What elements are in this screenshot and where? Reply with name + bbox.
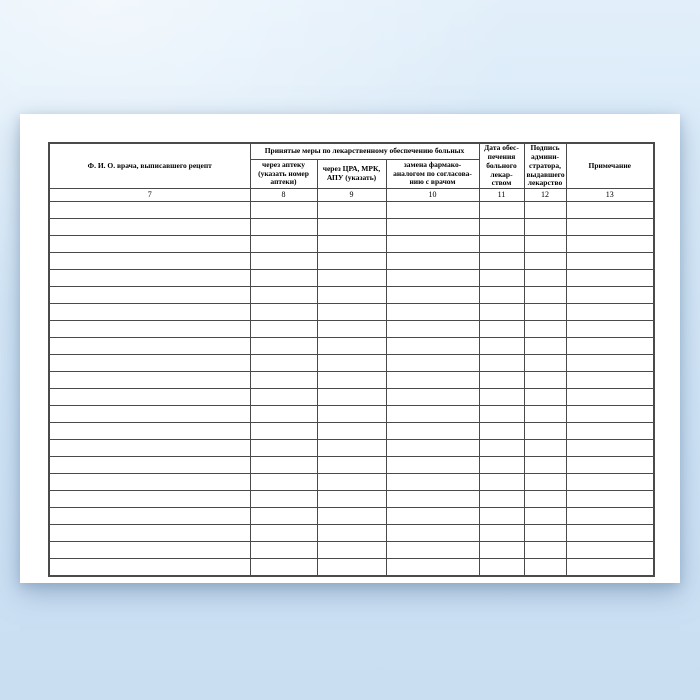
column-number-10: 10	[386, 189, 479, 202]
blank-cell	[49, 525, 250, 542]
blank-cell	[317, 406, 386, 423]
blank-cell	[49, 474, 250, 491]
blank-cell	[49, 491, 250, 508]
blank-cell	[524, 287, 566, 304]
blank-cell	[386, 236, 479, 253]
blank-cell	[524, 559, 566, 577]
blank-cell	[386, 457, 479, 474]
blank-cell	[250, 253, 317, 270]
blank-cell	[566, 253, 654, 270]
blank-cell	[49, 236, 250, 253]
blank-cell	[479, 270, 524, 287]
blank-cell	[250, 236, 317, 253]
blank-cell	[479, 457, 524, 474]
blank-cell	[49, 457, 250, 474]
blank-cell	[566, 372, 654, 389]
column-number-8: 8	[250, 189, 317, 202]
blank-cell	[524, 508, 566, 525]
col-header-via-cra-mrk-apu: через ЦРА, МРК, АПУ (указать)	[317, 159, 386, 188]
blank-row	[49, 304, 654, 321]
blank-cell	[479, 338, 524, 355]
blank-cell	[524, 457, 566, 474]
blank-cell	[524, 253, 566, 270]
blank-row	[49, 372, 654, 389]
blank-cell	[386, 219, 479, 236]
blank-row	[49, 321, 654, 338]
blank-row	[49, 338, 654, 355]
blank-cell	[479, 219, 524, 236]
blank-cell	[49, 202, 250, 219]
col-header-supply-date: Дата обес-печения больного лекар-ством	[479, 143, 524, 189]
blank-cell	[386, 423, 479, 440]
blank-cell	[250, 423, 317, 440]
blank-cell	[386, 559, 479, 577]
blank-row	[49, 423, 654, 440]
blank-cell	[566, 287, 654, 304]
blank-cell	[479, 372, 524, 389]
blank-cell	[49, 270, 250, 287]
blank-cell	[479, 491, 524, 508]
blank-cell	[386, 372, 479, 389]
blank-cell	[317, 372, 386, 389]
blank-cell	[49, 253, 250, 270]
blank-cell	[386, 253, 479, 270]
blank-row	[49, 355, 654, 372]
blank-cell	[479, 508, 524, 525]
blank-cell	[317, 525, 386, 542]
journal-table	[48, 142, 655, 577]
column-numbers-row	[49, 189, 654, 202]
blank-cell	[566, 559, 654, 577]
blank-cell	[49, 287, 250, 304]
blank-row	[49, 491, 654, 508]
blank-cell	[49, 559, 250, 577]
blank-cell	[566, 270, 654, 287]
blank-row	[49, 508, 654, 525]
blank-row	[49, 287, 654, 304]
blank-cell	[479, 474, 524, 491]
blank-cell	[479, 525, 524, 542]
blank-cell	[479, 440, 524, 457]
blank-cell	[566, 389, 654, 406]
blank-cell	[317, 491, 386, 508]
blank-cell	[250, 338, 317, 355]
blank-cell	[386, 542, 479, 559]
blank-cell	[566, 304, 654, 321]
blank-cell	[479, 542, 524, 559]
blank-cell	[250, 457, 317, 474]
blank-cell	[566, 440, 654, 457]
blank-cell	[317, 457, 386, 474]
blank-cell	[317, 287, 386, 304]
blank-row	[49, 270, 654, 287]
blank-cell	[479, 355, 524, 372]
blank-cell	[317, 389, 386, 406]
blank-cell	[317, 270, 386, 287]
blank-cell	[386, 202, 479, 219]
blank-cell	[49, 219, 250, 236]
group-header-measures: Принятые меры по лекарственному обеспечению больных	[250, 143, 479, 159]
blank-cell	[566, 406, 654, 423]
blank-cell	[317, 219, 386, 236]
blank-cell	[250, 321, 317, 338]
blank-row	[49, 474, 654, 491]
blank-cell	[524, 304, 566, 321]
blank-cell	[386, 355, 479, 372]
col-header-note: Примечание	[566, 143, 654, 189]
blank-cell	[524, 219, 566, 236]
col-header-administrator-signature: Подпись админи-стратора, выдавшего лекарство	[524, 143, 566, 189]
blank-cell	[524, 355, 566, 372]
blank-cell	[386, 304, 479, 321]
blank-cell	[317, 542, 386, 559]
blank-cell	[250, 202, 317, 219]
blank-cell	[479, 321, 524, 338]
blank-cell	[524, 440, 566, 457]
blank-cell	[566, 542, 654, 559]
blank-cell	[250, 372, 317, 389]
blank-cell	[479, 423, 524, 440]
blank-row	[49, 440, 654, 457]
blank-cell	[386, 491, 479, 508]
blank-cell	[566, 474, 654, 491]
blank-cell	[566, 525, 654, 542]
blank-cell	[386, 474, 479, 491]
blank-cell	[386, 287, 479, 304]
blank-cell	[49, 338, 250, 355]
table-body	[49, 202, 654, 577]
blank-cell	[49, 440, 250, 457]
blank-cell	[317, 202, 386, 219]
blank-cell	[250, 474, 317, 491]
blank-cell	[566, 321, 654, 338]
blank-cell	[250, 287, 317, 304]
blank-row	[49, 525, 654, 542]
blank-cell	[250, 491, 317, 508]
blank-cell	[524, 491, 566, 508]
blank-row	[49, 457, 654, 474]
blank-cell	[250, 389, 317, 406]
blank-cell	[524, 321, 566, 338]
blank-cell	[317, 321, 386, 338]
blank-row	[49, 559, 654, 577]
blank-cell	[566, 355, 654, 372]
blank-cell	[250, 542, 317, 559]
blank-row	[49, 253, 654, 270]
blank-cell	[250, 219, 317, 236]
blank-cell	[49, 321, 250, 338]
blank-cell	[317, 236, 386, 253]
blank-cell	[524, 372, 566, 389]
blank-cell	[386, 389, 479, 406]
blank-cell	[386, 508, 479, 525]
blank-cell	[479, 202, 524, 219]
blank-cell	[566, 202, 654, 219]
blank-cell	[250, 508, 317, 525]
table-header	[49, 143, 654, 202]
blank-cell	[49, 508, 250, 525]
blank-cell	[386, 338, 479, 355]
blank-cell	[250, 406, 317, 423]
column-number-13: 13	[566, 189, 654, 202]
blank-cell	[49, 406, 250, 423]
col-header-doctor-name: Ф. И. О. врача, выписавшего рецепт	[49, 143, 250, 189]
blank-cell	[566, 491, 654, 508]
blank-cell	[479, 236, 524, 253]
blank-cell	[317, 423, 386, 440]
blank-cell	[317, 440, 386, 457]
blank-cell	[524, 423, 566, 440]
column-number-7: 7	[49, 189, 250, 202]
blank-cell	[386, 270, 479, 287]
blank-cell	[317, 508, 386, 525]
blank-cell	[317, 304, 386, 321]
blank-cell	[566, 423, 654, 440]
column-number-9: 9	[317, 189, 386, 202]
blank-row	[49, 202, 654, 219]
document-sheet	[20, 114, 680, 583]
blank-cell	[49, 542, 250, 559]
col-header-analog-replacement: замена фармако-аналогом по согласова-нию с врачом	[386, 159, 479, 188]
blank-cell	[524, 525, 566, 542]
blank-cell	[524, 202, 566, 219]
blank-cell	[524, 338, 566, 355]
blank-cell	[49, 423, 250, 440]
col-header-via-pharmacy: через аптеку (указать номер аптеки)	[250, 159, 317, 188]
blank-cell	[566, 338, 654, 355]
blank-cell	[49, 355, 250, 372]
blank-cell	[250, 270, 317, 287]
blank-cell	[479, 253, 524, 270]
blank-cell	[566, 219, 654, 236]
blank-cell	[250, 525, 317, 542]
blank-cell	[317, 559, 386, 577]
blank-row	[49, 406, 654, 423]
blank-cell	[479, 406, 524, 423]
blank-cell	[317, 253, 386, 270]
column-number-12: 12	[524, 189, 566, 202]
blank-cell	[479, 389, 524, 406]
blank-cell	[386, 440, 479, 457]
header-row-group	[49, 143, 654, 159]
blank-cell	[479, 304, 524, 321]
blank-cell	[317, 355, 386, 372]
blank-cell	[524, 406, 566, 423]
blank-cell	[524, 236, 566, 253]
blank-cell	[317, 474, 386, 491]
blank-cell	[317, 338, 386, 355]
blank-cell	[250, 355, 317, 372]
blank-cell	[566, 508, 654, 525]
blank-cell	[524, 270, 566, 287]
blank-cell	[49, 389, 250, 406]
blank-cell	[524, 474, 566, 491]
blank-row	[49, 236, 654, 253]
blank-cell	[386, 321, 479, 338]
blank-cell	[524, 389, 566, 406]
blank-cell	[250, 304, 317, 321]
blank-cell	[386, 406, 479, 423]
blank-cell	[250, 559, 317, 577]
blank-cell	[479, 287, 524, 304]
blank-row	[49, 542, 654, 559]
blank-cell	[566, 457, 654, 474]
blank-row	[49, 219, 654, 236]
blank-cell	[524, 542, 566, 559]
blank-cell	[49, 304, 250, 321]
column-number-11: 11	[479, 189, 524, 202]
blank-cell	[49, 372, 250, 389]
blank-cell	[386, 525, 479, 542]
blank-cell	[566, 236, 654, 253]
blank-cell	[250, 440, 317, 457]
blank-row	[49, 389, 654, 406]
blank-cell	[479, 559, 524, 577]
